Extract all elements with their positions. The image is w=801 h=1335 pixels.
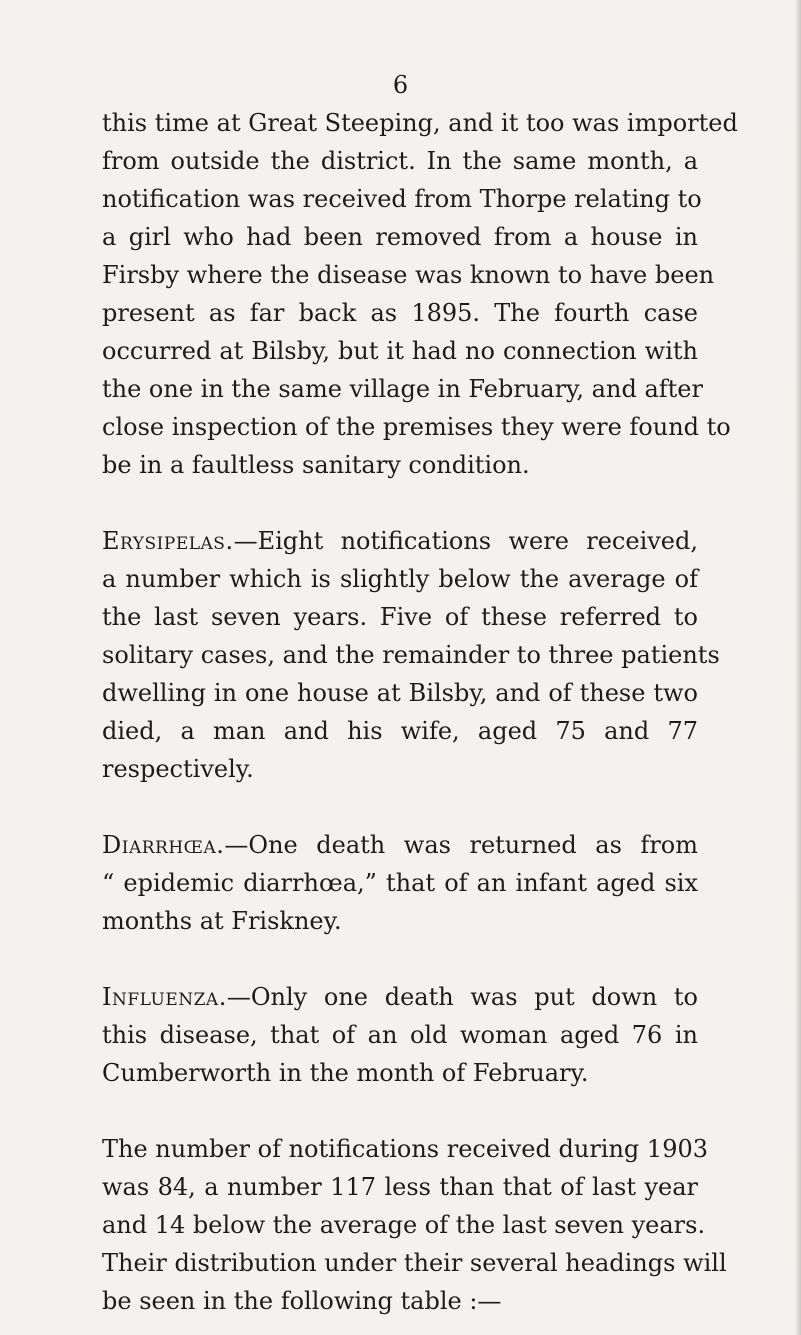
text-line-rest: —One death was returned as from — [224, 831, 698, 859]
text-line: this time at Great Steeping, and it too was imported — [102, 109, 738, 137]
text-line: “ epidemic diarrhœa,” that of an infant aged six — [102, 869, 698, 897]
text-line: a number which is slightly below the average of — [102, 565, 698, 593]
paragraph-imported-cases — [102, 104, 738, 484]
text-line: Cumberworth in the month of February. — [102, 1059, 589, 1087]
text-line: be seen in the following table :— — [102, 1287, 502, 1315]
paragraph-diarrhoea — [102, 826, 698, 940]
paragraph-gap — [102, 1092, 698, 1130]
text-line: and 14 below the average of the last seven years. — [102, 1211, 706, 1239]
text-line: Firsby where the disease was known to have been — [102, 261, 715, 289]
text-line: the last seven years. Five of these referred to — [102, 603, 698, 631]
text-line: the one in the same village in February, and after — [102, 375, 703, 403]
body-text — [102, 104, 738, 1320]
text-line: died, a man and his wife, aged 75 and 77 — [102, 717, 698, 745]
text-line — [102, 978, 698, 1016]
text-line: dwelling in one house at Bilsby, and of these two — [102, 679, 698, 707]
page-edge-shadow — [795, 0, 801, 1335]
text-line: close inspection of the premises they were found to — [102, 413, 731, 441]
text-line: present as far back as 1895. The fourth case — [102, 299, 698, 327]
text-line: be in a faultless sanitary condition. — [102, 451, 530, 479]
text-line: The number of notifications received during 1903 — [102, 1135, 708, 1163]
paragraph-gap — [102, 788, 698, 826]
paragraph-gap — [102, 940, 698, 978]
text-line: solitary cases, and the remainder to three patients — [102, 641, 720, 669]
text-line: respectively. — [102, 755, 254, 783]
paragraph-influenza — [102, 978, 698, 1092]
paragraph-gap — [102, 484, 698, 522]
section-heading-diarrhoea: Diarrhœa. — [102, 831, 225, 859]
text-line-rest: —Only one death was put down to — [226, 983, 698, 1011]
text-line: Their distribution under their several headings will — [102, 1249, 727, 1277]
text-line: months at Friskney. — [102, 907, 342, 935]
paragraph-erysipelas — [102, 522, 720, 788]
text-line: occurred at Bilsby, but it had no connection with — [102, 337, 698, 365]
text-line — [102, 522, 698, 560]
text-line: was 84, a number 117 less than that of last year — [102, 1173, 698, 1201]
text-line: a girl who had been removed from a house in — [102, 223, 698, 251]
paragraph-notifications — [102, 1130, 727, 1320]
section-heading-erysipelas: Erysipelas. — [102, 527, 234, 555]
text-line: notification was received from Thorpe relating to — [102, 185, 702, 213]
text-line-rest: —Eight notifications were received, — [233, 527, 698, 555]
text-line: this disease, that of an old woman aged 76 in — [102, 1021, 698, 1049]
text-line — [102, 826, 698, 864]
text-line: from outside the district. In the same month, a — [102, 147, 698, 175]
page-number: 6 — [392, 71, 409, 99]
section-heading-influenza: Influenza. — [102, 983, 227, 1011]
